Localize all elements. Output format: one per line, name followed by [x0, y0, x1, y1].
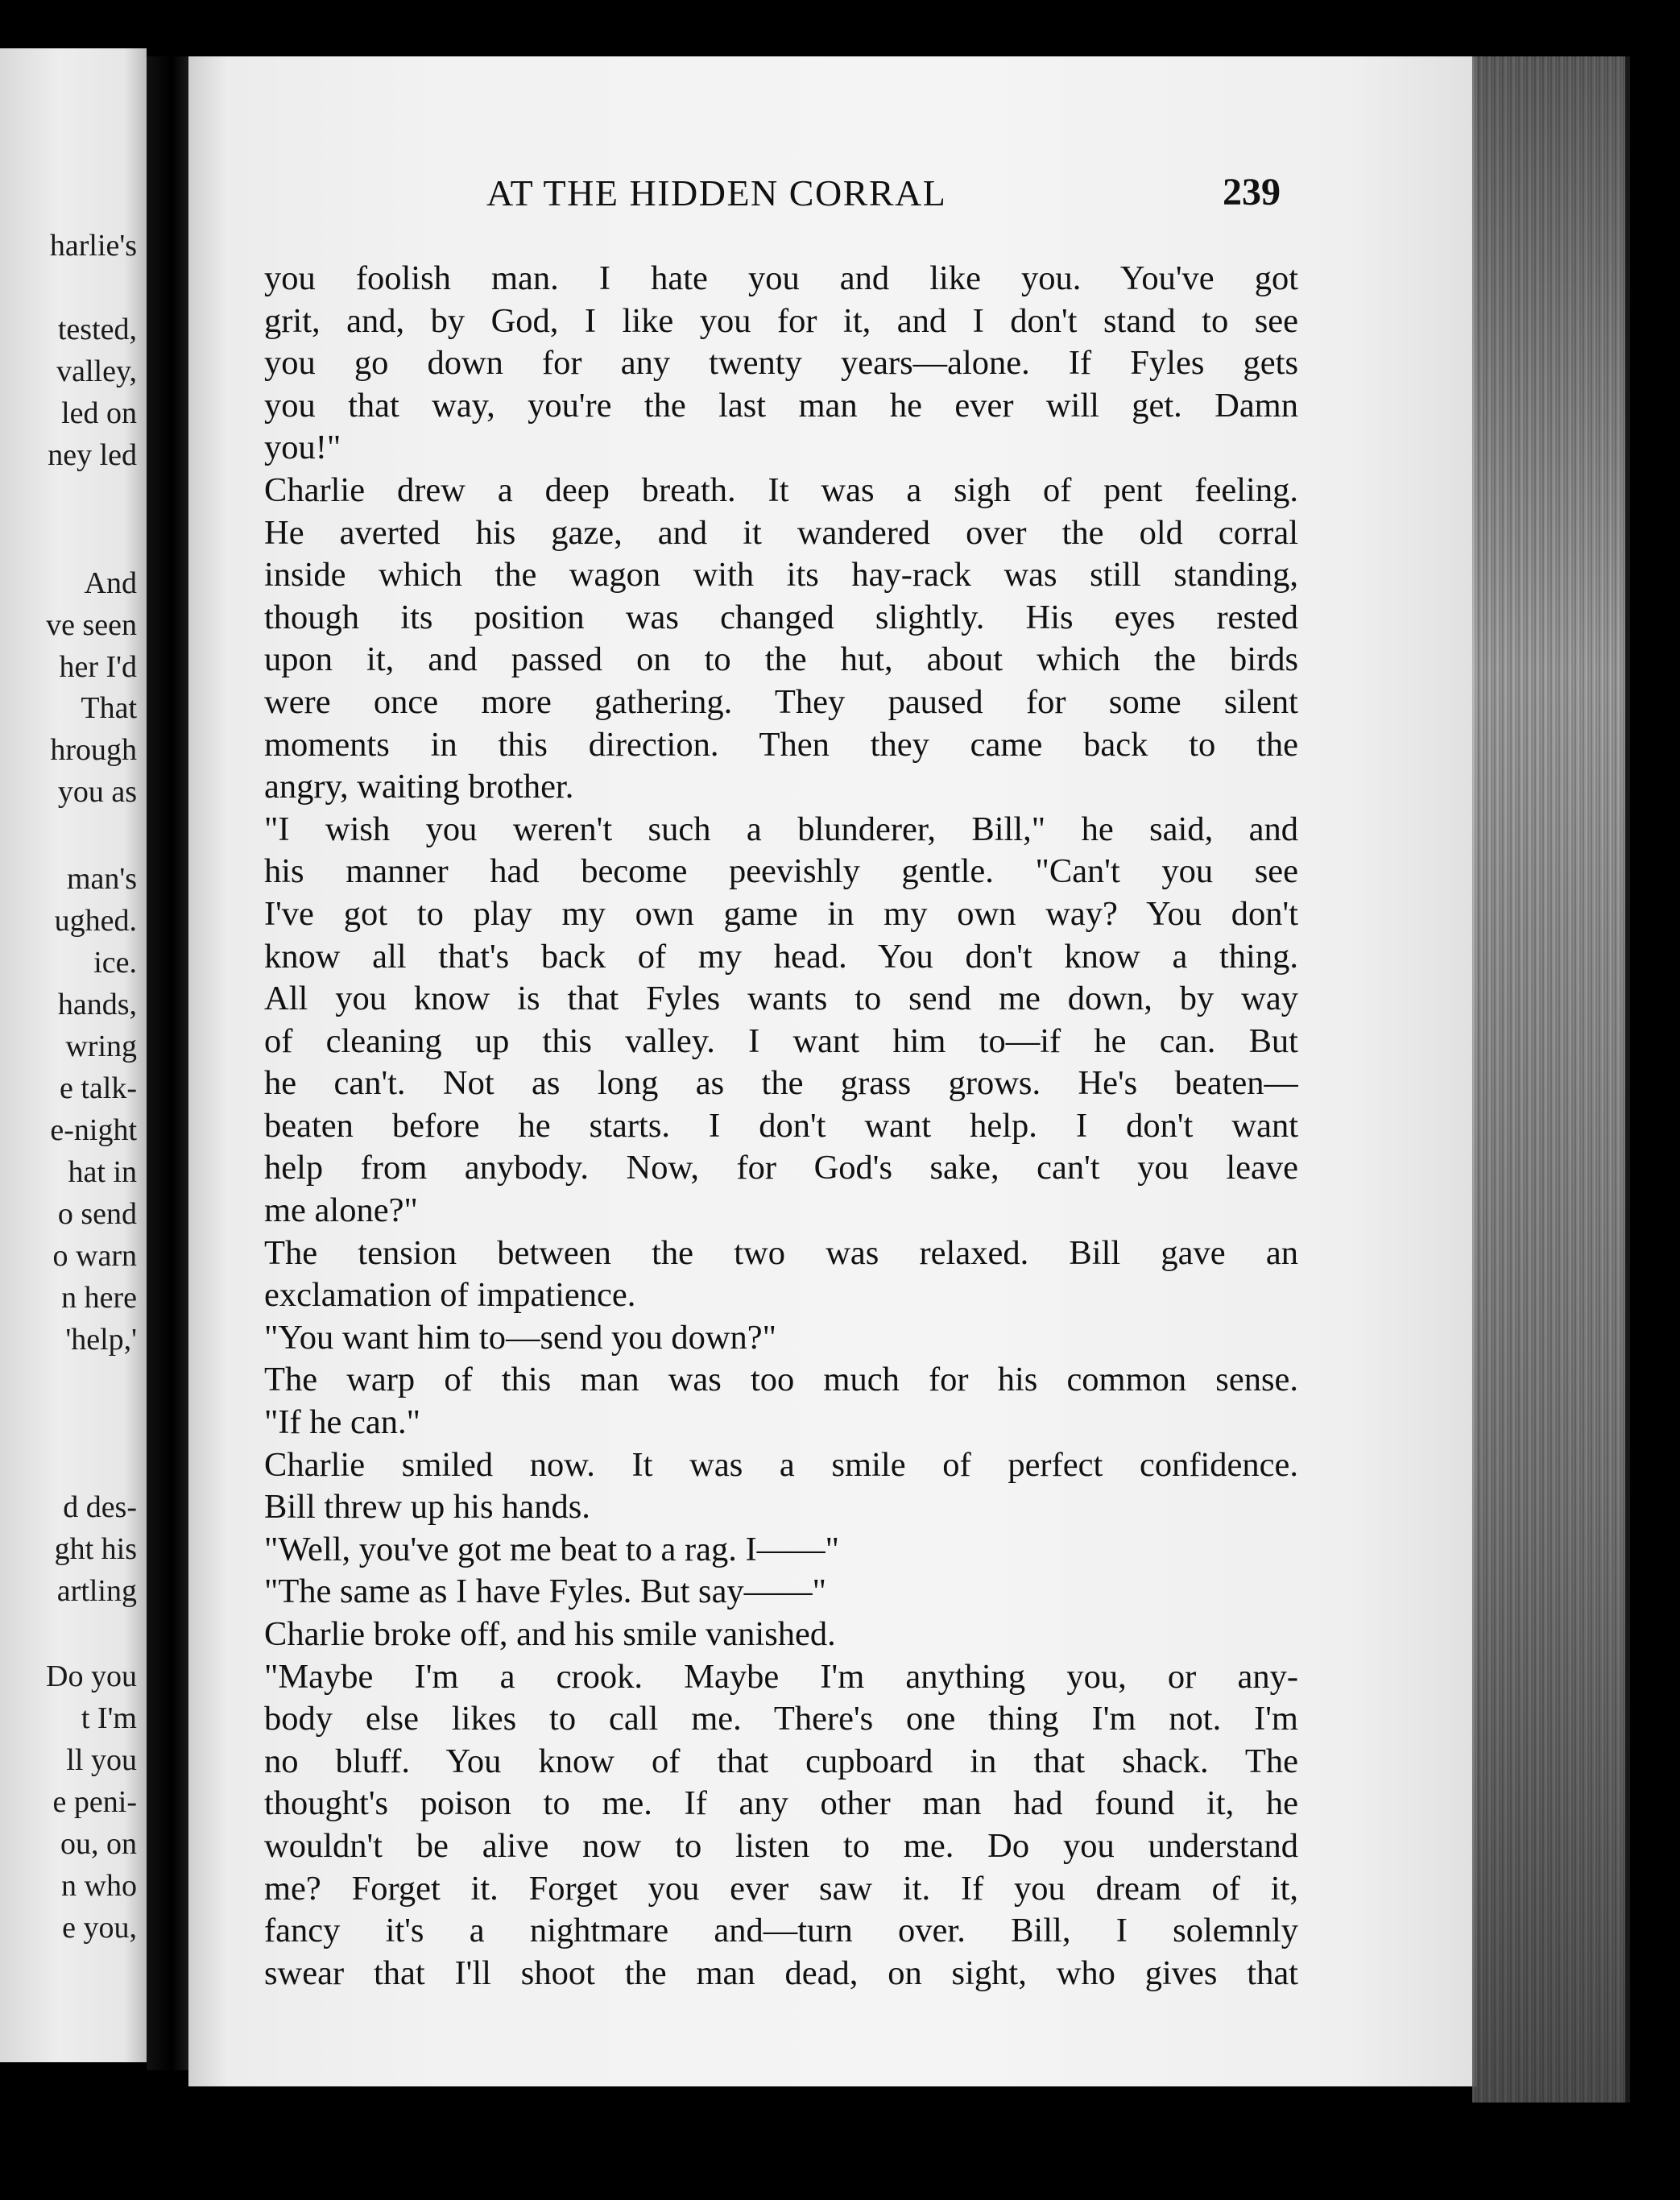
left-page-fragment: tested, — [57, 313, 137, 346]
text-line: know all that's back of my head. You don't know a thing. — [264, 937, 1298, 976]
left-page-fragment: e peni- — [52, 1785, 137, 1819]
text-line: "You want him to—send you down?" — [264, 1318, 777, 1357]
text-line: fancy it's a nightmare and—turn over. Bill, I solemnly — [264, 1912, 1298, 1950]
left-page-fragment: d des- — [63, 1490, 137, 1524]
left-page-fragment: 'help,' — [65, 1323, 137, 1357]
text-line: thought's poison to me. If any other man had found it, he — [264, 1784, 1298, 1823]
text-line: All you know is that Fyles wants to send me down, by way — [264, 980, 1298, 1018]
left-page-fragment: wring — [65, 1030, 137, 1063]
left-page-fragment: And — [84, 566, 137, 600]
left-page-fragment: That — [81, 691, 137, 725]
text-line: he can't. Not as long as the grass grows. He's beaten— — [264, 1064, 1298, 1103]
text-line: wouldn't be alive now to listen to me. Do you understand — [264, 1826, 1298, 1865]
text-line: "The same as I have Fyles. But say——" — [264, 1572, 827, 1611]
left-page-fragment: valley, — [56, 354, 137, 388]
body-text — [264, 258, 1298, 1995]
left-page-fragment: ice. — [93, 946, 137, 980]
running-head-title: AT THE HIDDEN CORRAL — [486, 172, 947, 213]
left-page-fragment: e you, — [62, 1911, 137, 1945]
left-page-fragment: ll you — [66, 1743, 137, 1777]
text-line: of cleaning up this valley. I want him to—if he can. But — [264, 1021, 1298, 1060]
left-facing-page — [0, 48, 147, 2062]
left-page-fragment: ney led — [48, 438, 137, 472]
left-page-fragment: hrough — [50, 733, 137, 767]
text-line: "I wish you weren't such a blunderer, Bill," he said, and — [264, 810, 1298, 848]
text-line: help from anybody. Now, for God's sake, can't you leave — [264, 1149, 1298, 1187]
text-line: I've got to play my own game in my own way? You don't — [264, 894, 1298, 933]
text-line: upon it, and passed on to the hut, about which the birds — [264, 640, 1298, 679]
text-line: you that way, you're the last man he ever will get. Damn — [264, 386, 1298, 425]
text-line: He averted his gaze, and it wandered over the old corral — [264, 513, 1298, 552]
text-line: me alone?" — [264, 1191, 418, 1230]
left-page-fragment: n who — [61, 1869, 137, 1903]
left-page-fragment: ve seen — [46, 608, 137, 642]
text-line: were once more gathering. They paused for some silent — [264, 682, 1298, 721]
left-page-fragment: hat in — [68, 1155, 137, 1189]
left-page-fragment: Do you — [46, 1659, 137, 1693]
text-line: Charlie broke off, and his smile vanished. — [264, 1615, 836, 1653]
text-line: me? Forget it. Forget you ever saw it. If you dream of it, — [264, 1869, 1298, 1908]
left-page-fragment: n here — [61, 1281, 137, 1315]
left-page-fragment: ght his — [54, 1532, 137, 1566]
left-page-fragment: o warn — [52, 1239, 137, 1273]
left-page-fragment: her I'd — [59, 650, 137, 684]
text-line: "Well, you've got me beat to a rag. I——" — [264, 1530, 840, 1568]
text-line: you go down for any twenty years—alone. If Fyles gets — [264, 344, 1298, 383]
text-line: body else likes to call me. There's one thing I'm not. I'm — [264, 1700, 1298, 1738]
text-line: grit, and, by God, I like you for it, and I don't stand to see — [264, 301, 1298, 340]
text-line: beaten before he starts. I don't want help. I don't want — [264, 1106, 1298, 1145]
text-line: though its position was changed slightly. His eyes rested — [264, 598, 1298, 636]
page-number: 239 — [1223, 171, 1281, 213]
left-page-fragment: led on — [61, 396, 137, 430]
book-gutter — [147, 56, 188, 2070]
left-page-fragment: you as — [57, 775, 137, 809]
text-line: no bluff. You know of that cupboard in that shack. The — [264, 1742, 1298, 1780]
left-page-fragment: e-night — [50, 1113, 137, 1147]
left-page-fragment: man's — [66, 862, 137, 896]
left-page-fragment: harlie's — [49, 229, 137, 263]
text-line: you!" — [264, 429, 341, 467]
text-line: "Maybe I'm a crook. Maybe I'm anything you, or any- — [264, 1657, 1298, 1696]
text-line: Bill threw up his hands. — [264, 1488, 590, 1527]
left-page-fragment: o send — [57, 1197, 137, 1231]
text-line: moments in this direction. Then they came back to the — [264, 725, 1298, 764]
left-page-fragment: t I'm — [81, 1701, 137, 1735]
left-page-fragment: e talk- — [59, 1071, 137, 1105]
text-line: inside which the wagon with its hay-rack was still standing, — [264, 556, 1298, 595]
text-line: "If he can." — [264, 1403, 420, 1442]
left-page-fragment: ou, on — [60, 1827, 137, 1861]
page-fore-edge — [1472, 56, 1630, 2103]
text-line: Charlie smiled now. It was a smile of perfect confidence. — [264, 1445, 1298, 1484]
text-line: his manner had become peevishly gentle. "Can't you see — [264, 852, 1298, 891]
text-line: Charlie drew a deep breath. It was a sigh of pent feeling. — [264, 470, 1298, 509]
text-line: you foolish man. I hate you and like you. You've got — [264, 259, 1298, 297]
text-line: The tension between the two was relaxed. Bill gave an — [264, 1233, 1298, 1272]
left-page-fragment: hands, — [57, 988, 137, 1021]
text-line: swear that I'll shoot the man dead, on sight, who gives that — [264, 1953, 1298, 1992]
text-line: The warp of this man was too much for his common sense. — [264, 1361, 1298, 1399]
left-page-fragment: artling — [56, 1574, 137, 1608]
left-page-fragment: ughed. — [54, 904, 137, 938]
text-line: angry, waiting brother. — [264, 768, 574, 806]
text-line: exclamation of impatience. — [264, 1276, 636, 1315]
